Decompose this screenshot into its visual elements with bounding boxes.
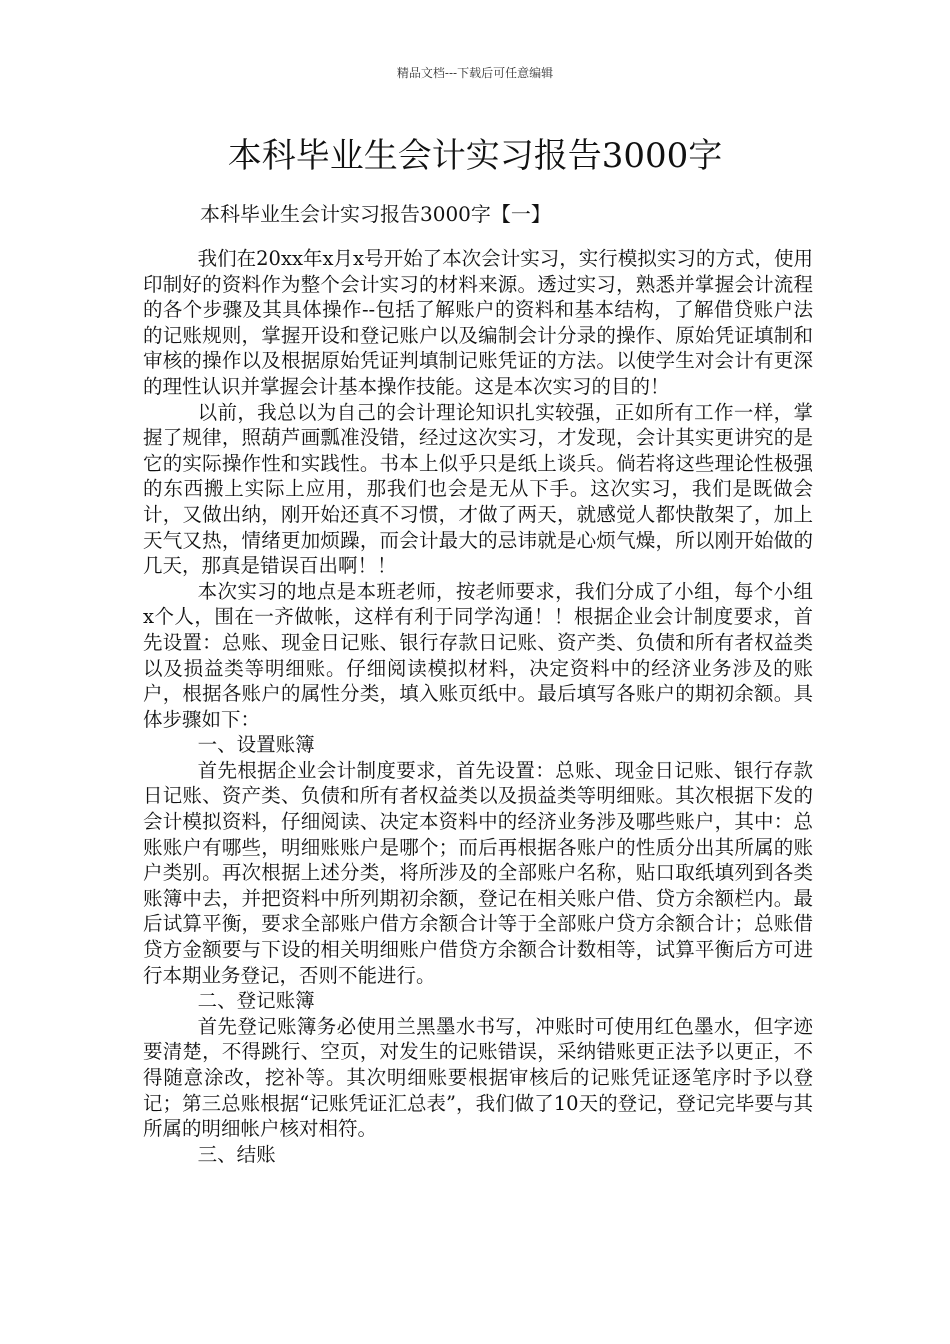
section-heading: 一、设置账簿	[197, 733, 315, 757]
paragraph: 我们在20xx年x月x号开始了本次会计实习，实行模拟实习的方式，使用印制好的资料作为整个会计实习的材料来源。透过实习，熟悉并掌握会计流程的各个步骤及其具体操作--包括了解账户的资料和基本结构，了解借贷账户法的记账规则，掌握开设和登记账户以及编制会计分录的操作、原始凭证填制和审核的操作以及根据原始凭证判填制记账凭证的方法。以使学生对会计有更深的理性认识并掌握会计基本操作技能。这是本次实习的目的！	[143, 247, 813, 398]
document-title: 本科毕业生会计实习报告3000字	[227, 136, 723, 176]
section-heading: 二、登记账簿	[197, 989, 315, 1013]
header-note: 精品文档---下载后可任意编辑	[396, 66, 554, 80]
paragraph: 以前，我总以为自己的会计理论知识扎实较强，正如所有工作一样，掌握了规律，照葫芦画瓢准没错，经过这次实习，才发现，会计其实更讲究的是它的实际操作性和实践性。书本上似乎只是纸上谈兵。倘若将这些理论性极强的东西搬上实际上应用，那我们也会是无从下手。这次实习，我们是既做会计，又做出纳，刚开始还真不习惯，才做了两天，就感觉人都快散架了，加上天气又热，情绪更加烦躁，而会计最大的忌讳就是心烦气燥，所以刚开始做的几天，那真是错误百出啊！！	[143, 400, 813, 578]
paragraph: 本次实习的地点是本班老师，按老师要求，我们分成了小组，每个小组x个人，围在一齐做帐，这样有利于同学沟通！！根据企业会计制度要求，首先设置：总账、现金日记账、银行存款日记账、资产类、负债和所有者权益类以及损益类等明细账。仔细阅读模拟材料，决定资料中的经济业务涉及的账户，根据各账户的属性分类，填入账页纸中。最后填写各账户的期初余额。具体步骤如下：	[143, 579, 813, 731]
document-body	[143, 246, 813, 1167]
section-heading: 三、结账	[197, 1142, 276, 1166]
paragraph: 首先根据企业会计制度要求，首先设置：总账、现金日记账、银行存款日记账、资产类、负债和所有者权益类以及损益类等明细账。其次根据下发的会计模拟资料，仔细阅读、决定本资料中的经济业务涉及哪些账户，其中：总账账户有哪些，明细账账户是哪个；而后再根据各账户的性质分出其所属的账户类别。再次根据上述分类，将所涉及的全部账户名称，贴口取纸填列到各类账簿中去，并把资料中所列期初余额，登记在相关账户借、贷方余额栏内。最后试算平衡，要求全部账户借方余额合计等于全部账户贷方余额合计；总账借贷方金额要与下设的相关明细账户借贷方余额合计数相等，试算平衡后方可进行本期业务登记，否则不能进行。	[143, 758, 813, 987]
paragraph: 首先登记账簿务必使用兰黑墨水书写，冲账时可使用红色墨水，但字迹要清楚，不得跳行、空页，对发生的记账错误，采纳错账更正法予以更正，不得随意涂改，挖补等。其次明细账要根据审核后的记账凭证逐笔序时予以登记；第三总账根据“记账凭证汇总表”，我们做了10天的登记，登记完毕要与其所属的明细帐户核对相符。	[143, 1014, 813, 1141]
document-subtitle: 本科毕业生会计实习报告3000字【一】	[200, 202, 551, 226]
